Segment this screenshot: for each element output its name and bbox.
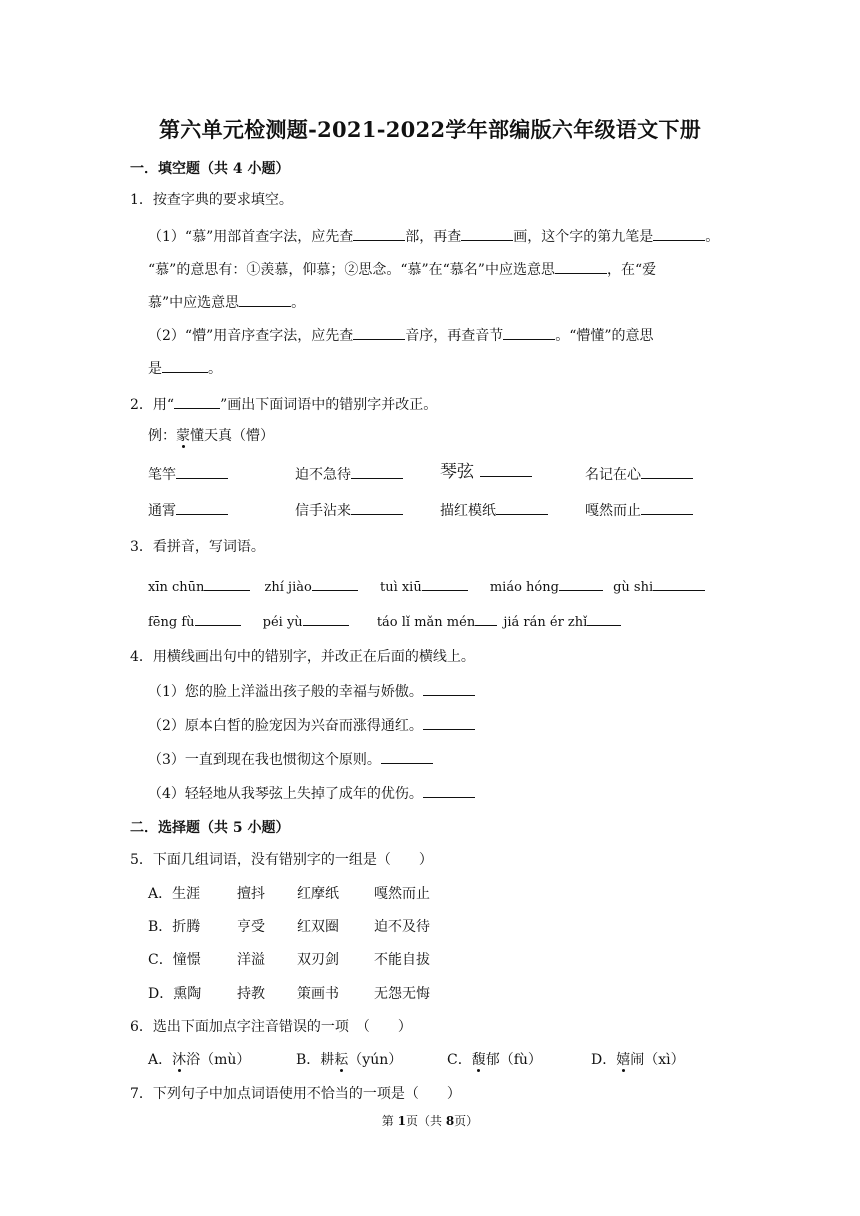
text: 页） — [454, 1114, 479, 1128]
word: 迫不急待 — [295, 467, 351, 483]
dotted-char: 馥 — [471, 1052, 486, 1068]
answer-blank — [653, 576, 705, 591]
text: 郁（fù） — [485, 1052, 542, 1068]
sentence: （4）轻轻地从我琴弦上失掉了成年的优伤。 — [148, 786, 423, 802]
answer-blank — [653, 226, 705, 241]
q2-example — [148, 426, 274, 446]
answer-blank — [303, 611, 349, 626]
answer-blank — [555, 259, 607, 274]
word: 策画书 — [297, 986, 339, 1002]
answer-blank — [587, 611, 621, 626]
text: 。 — [291, 295, 306, 311]
page-footer — [0, 1112, 860, 1129]
answer-blank — [351, 464, 403, 479]
q5-option-b — [148, 917, 430, 937]
word: 洋溢 — [237, 952, 265, 968]
word: 红摩纸 — [297, 886, 339, 902]
q7-stem: 7．下列句子中加点词语使用不恰当的一项是（ ） — [130, 1086, 461, 1102]
text: “慕”的意思有：①羡慕，仰慕；②思念。“慕”在“慕名”中应选意思 — [148, 262, 555, 278]
page-number: 1 — [397, 1114, 406, 1128]
answer-blank — [422, 576, 468, 591]
q6-option-b — [296, 1050, 402, 1070]
text: 浴（mù） — [186, 1052, 251, 1068]
underline-sample — [174, 394, 220, 409]
option-label: D．熏陶 — [148, 986, 202, 1002]
word: 擅抖 — [237, 886, 265, 902]
word: 持教 — [237, 986, 265, 1002]
word: 双刃剑 — [297, 952, 339, 968]
text: 第 — [381, 1114, 398, 1128]
word: 嘎然而止 — [374, 886, 430, 902]
dotted-char: 沐 — [172, 1052, 187, 1068]
word: 嘎然而止 — [585, 503, 641, 519]
text: 音序，再查音节 — [405, 328, 504, 344]
q5-option-a — [148, 884, 430, 904]
text: 。“懵懂”的意思 — [555, 328, 654, 344]
word: 不能自拔 — [374, 952, 430, 968]
pinyin: miáo hóng — [489, 580, 559, 595]
answer-blank — [195, 611, 241, 626]
word: 笔竿 — [148, 467, 176, 483]
text: 画，这个字的第九笔是 — [513, 229, 654, 245]
q1-part1-line3 — [148, 292, 305, 313]
q2-stem — [130, 394, 437, 415]
dotted-char: 耘 — [334, 1052, 349, 1068]
word: 无怨无悔 — [374, 986, 430, 1002]
pinyin: táo lǐ mǎn mén — [376, 615, 476, 630]
sentence: （2）原本白皙的脸宠因为兴奋而涨得通红。 — [148, 718, 423, 734]
q2-word-7 — [440, 500, 548, 521]
answer-blank — [641, 500, 693, 515]
dotted-char: 嬉 — [616, 1052, 631, 1068]
text: 是 — [148, 361, 162, 377]
q4-sentence-1 — [148, 681, 475, 702]
q1-part1-line2 — [148, 259, 656, 280]
q2-word-6 — [295, 500, 403, 521]
pinyin: péi yù — [262, 615, 303, 630]
q4-sentence-2 — [148, 715, 475, 736]
word: 通霄 — [148, 503, 176, 519]
q5-option-c — [148, 950, 430, 970]
answer-blank — [475, 611, 497, 626]
q3-pinyin-row-1 — [148, 576, 705, 598]
text: 慕”中应选意思 — [148, 295, 240, 311]
text: （1）“慕”用部首查字法，应先查 — [148, 229, 354, 245]
q5-stem: 5．下面几组词语，没有错别字的一组是（ ） — [130, 852, 433, 868]
q2-word-3 — [440, 462, 532, 483]
text: ，在“爱 — [606, 262, 657, 278]
text: （2）“懵”用音序查字法，应先查 — [148, 328, 354, 344]
q2-word-1 — [148, 464, 228, 485]
text: （yún） — [348, 1052, 403, 1068]
pinyin: zhí jiào — [264, 580, 312, 595]
text: B．耕 — [296, 1052, 335, 1068]
text: 。 — [705, 229, 720, 245]
dotted-char: 蒙 — [176, 428, 190, 444]
answer-blank — [176, 464, 228, 479]
word: 亨受 — [237, 919, 265, 935]
q6-option-d — [591, 1050, 685, 1070]
q1-part2-line2 — [148, 358, 222, 379]
answer-blank — [496, 500, 548, 515]
q1-part2-line1 — [148, 325, 654, 346]
text: C． — [447, 1052, 472, 1068]
q2-word-2 — [295, 464, 403, 485]
word: 琴弦 — [440, 462, 474, 482]
page-total: 8 — [445, 1114, 455, 1128]
q2-word-8 — [585, 500, 693, 521]
answer-blank — [353, 325, 405, 340]
answer-blank — [204, 576, 250, 591]
q3-pinyin-row-2 — [148, 611, 621, 633]
q6-option-c — [447, 1050, 542, 1070]
option-label: C．憧憬 — [148, 952, 201, 968]
answer-blank — [176, 500, 228, 515]
answer-blank — [559, 576, 603, 591]
q6-option-a — [148, 1050, 250, 1070]
text: D． — [591, 1052, 617, 1068]
option-label: A．生涯 — [148, 886, 201, 902]
q4-sentence-4 — [148, 783, 475, 804]
answer-blank — [162, 358, 208, 373]
text: 页（共 — [405, 1114, 446, 1128]
q4-sentence-3 — [148, 749, 433, 770]
q2-word-4 — [585, 464, 693, 485]
answer-blank — [351, 500, 403, 515]
word: 迫不及待 — [374, 919, 430, 935]
answer-blank — [353, 226, 405, 241]
answer-blank — [641, 464, 693, 479]
answer-blank — [423, 681, 475, 696]
word: 描红模纸 — [440, 503, 496, 519]
pinyin: tuì xiū — [379, 580, 422, 595]
section-fill-in-heading: 一．填空题（共 4 小题） — [130, 161, 290, 177]
section-choice-heading: 二．选择题（共 5 小题） — [130, 820, 290, 836]
pinyin: xīn chūn — [148, 580, 205, 595]
q1-part1-line1 — [148, 226, 719, 247]
sentence: （3）一直到现在我也惯彻这个原则。 — [148, 752, 381, 768]
text: 。 — [208, 361, 222, 377]
word: 红双圈 — [297, 919, 339, 935]
answer-blank — [503, 325, 555, 340]
answer-blank — [461, 226, 513, 241]
text: 部，再查 — [405, 229, 462, 245]
answer-blank — [480, 462, 532, 477]
q4-stem: 4．用横线画出句中的错别字，并改正在后面的横线上。 — [130, 649, 475, 665]
q1-stem: 1．按查字典的要求填空。 — [130, 192, 293, 208]
pinyin: gù shi — [613, 580, 654, 595]
pinyin: jiá rán ér zhǐ — [503, 615, 588, 630]
q3-stem: 3．看拼音，写词语。 — [130, 539, 265, 555]
sentence: （1）您的脸上洋溢出孩子般的幸福与娇傲。 — [148, 684, 423, 700]
answer-blank — [381, 749, 433, 764]
q2-word-5 — [148, 500, 228, 521]
text: 懂天真（懵） — [190, 428, 274, 444]
text: A． — [148, 1052, 173, 1068]
text: ”画出下面词语中的错别字并改正。 — [220, 397, 438, 413]
option-label: B．折腾 — [148, 919, 201, 935]
answer-blank — [423, 715, 475, 730]
answer-blank — [423, 783, 475, 798]
text: 闹（xì） — [630, 1052, 685, 1068]
word: 信手沾来 — [295, 503, 351, 519]
text: 2．用“ — [130, 397, 175, 413]
q5-option-d — [148, 984, 430, 1004]
word: 名记在心 — [585, 467, 641, 483]
page-title: 第六单元检测题-2021-2022学年部编版六年级语文下册 — [158, 117, 702, 142]
pinyin: fēng fù — [148, 615, 195, 630]
answer-blank — [312, 576, 358, 591]
q6-stem: 6．选出下面加点字注音错误的一项 （ ） — [130, 1019, 412, 1035]
answer-blank — [239, 292, 291, 307]
text: 例： — [148, 428, 176, 444]
